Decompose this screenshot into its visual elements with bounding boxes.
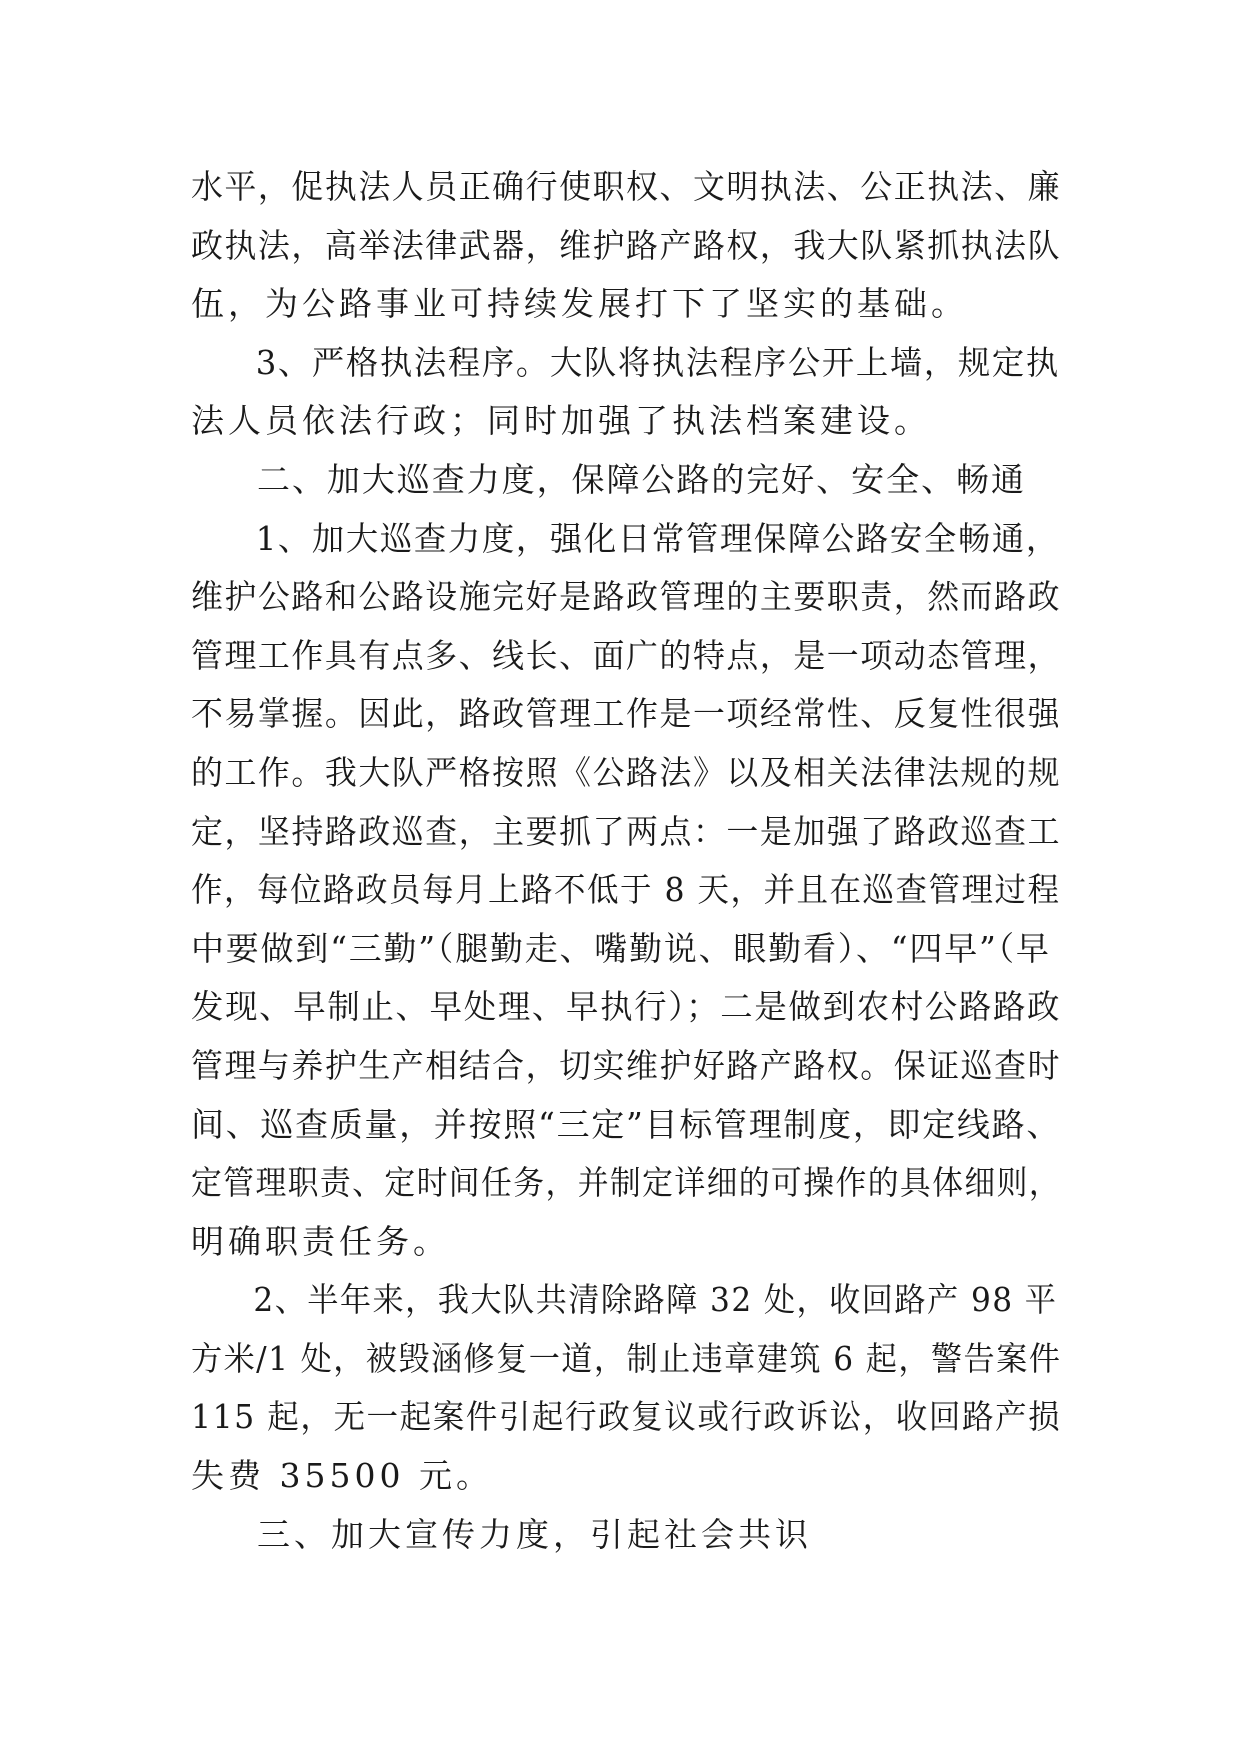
text-line: 明确职责任务。 [191,1221,450,1261]
text-line: 维护公路和公路设施完好是路政管理的主要职责，然而路政 [191,577,1062,617]
text-line: 作，每位路政员每月上路不低于 8 天，并且在巡查管理过程 [191,870,1061,910]
text-line: 2、半年来，我大队共清除路障 32 处，收回路产 98 平 [253,1280,1058,1320]
text-line: 方米/1 处，被毁涵修复一道，制止违章建筑 6 起，警告案件 [191,1338,1062,1378]
text-line: 定管理职责、定时间任务，并制定详细的可操作的具体细则， [191,1163,1062,1203]
text-line: 三、加大宣传力度，引起社会共识 [257,1514,812,1554]
text-line: 的工作。我大队严格按照《公路法》以及相关法律法规的规 [191,752,1062,792]
text-line: 管理工作具有点多、线长、面广的特点，是一项动态管理， [191,635,1062,675]
text-line: 二、加大巡查力度，保障公路的完好、安全、畅通 [257,459,1026,499]
text-line: 水平，促执法人员正确行使职权、文明执法、公正执法、廉 [191,167,1062,206]
text-line: 伍，为公路事业可持续发展打下了坚实的基础。 [191,284,968,324]
text-line: 115 起，无一起案件引起行政复议或行政诉讼，收回路产损 [191,1397,1062,1437]
text-line: 发现、早制止、早处理、早执行）；二是做到农村公路路政 [191,987,1062,1027]
text-line: 政执法，高举法律武器，维护路产路权，我大队紧抓执法队 [191,225,1062,265]
text-line: 3、严格执法程序。大队将执法程序公开上墙，规定执 [255,342,1060,382]
document-body [191,158,1061,1564]
text-line: 法人员依法行政；同时加强了执法档案建设。 [191,401,931,441]
text-line: 管理与养护生产相结合，切实维护好路产路权。保证巡查时 [191,1045,1062,1085]
text-line: 失费 35500 元。 [191,1456,493,1496]
text-line: 1、加大巡查力度，强化日常管理保障公路安全畅通， [255,518,1060,558]
text-line: 中要做到“三勤”（腿勤走、嘴勤说、眼勤看）、“四早”（早 [191,928,1051,968]
text-line: 不易掌握。因此，路政管理工作是一项经常性、反复性很强 [191,694,1062,734]
text-line: 间、巡查质量，并按照“三定”目标管理制度，即定线路、 [191,1104,1062,1144]
text-line: 定，坚持路政巡查，主要抓了两点：一是加强了路政巡查工 [191,811,1062,851]
